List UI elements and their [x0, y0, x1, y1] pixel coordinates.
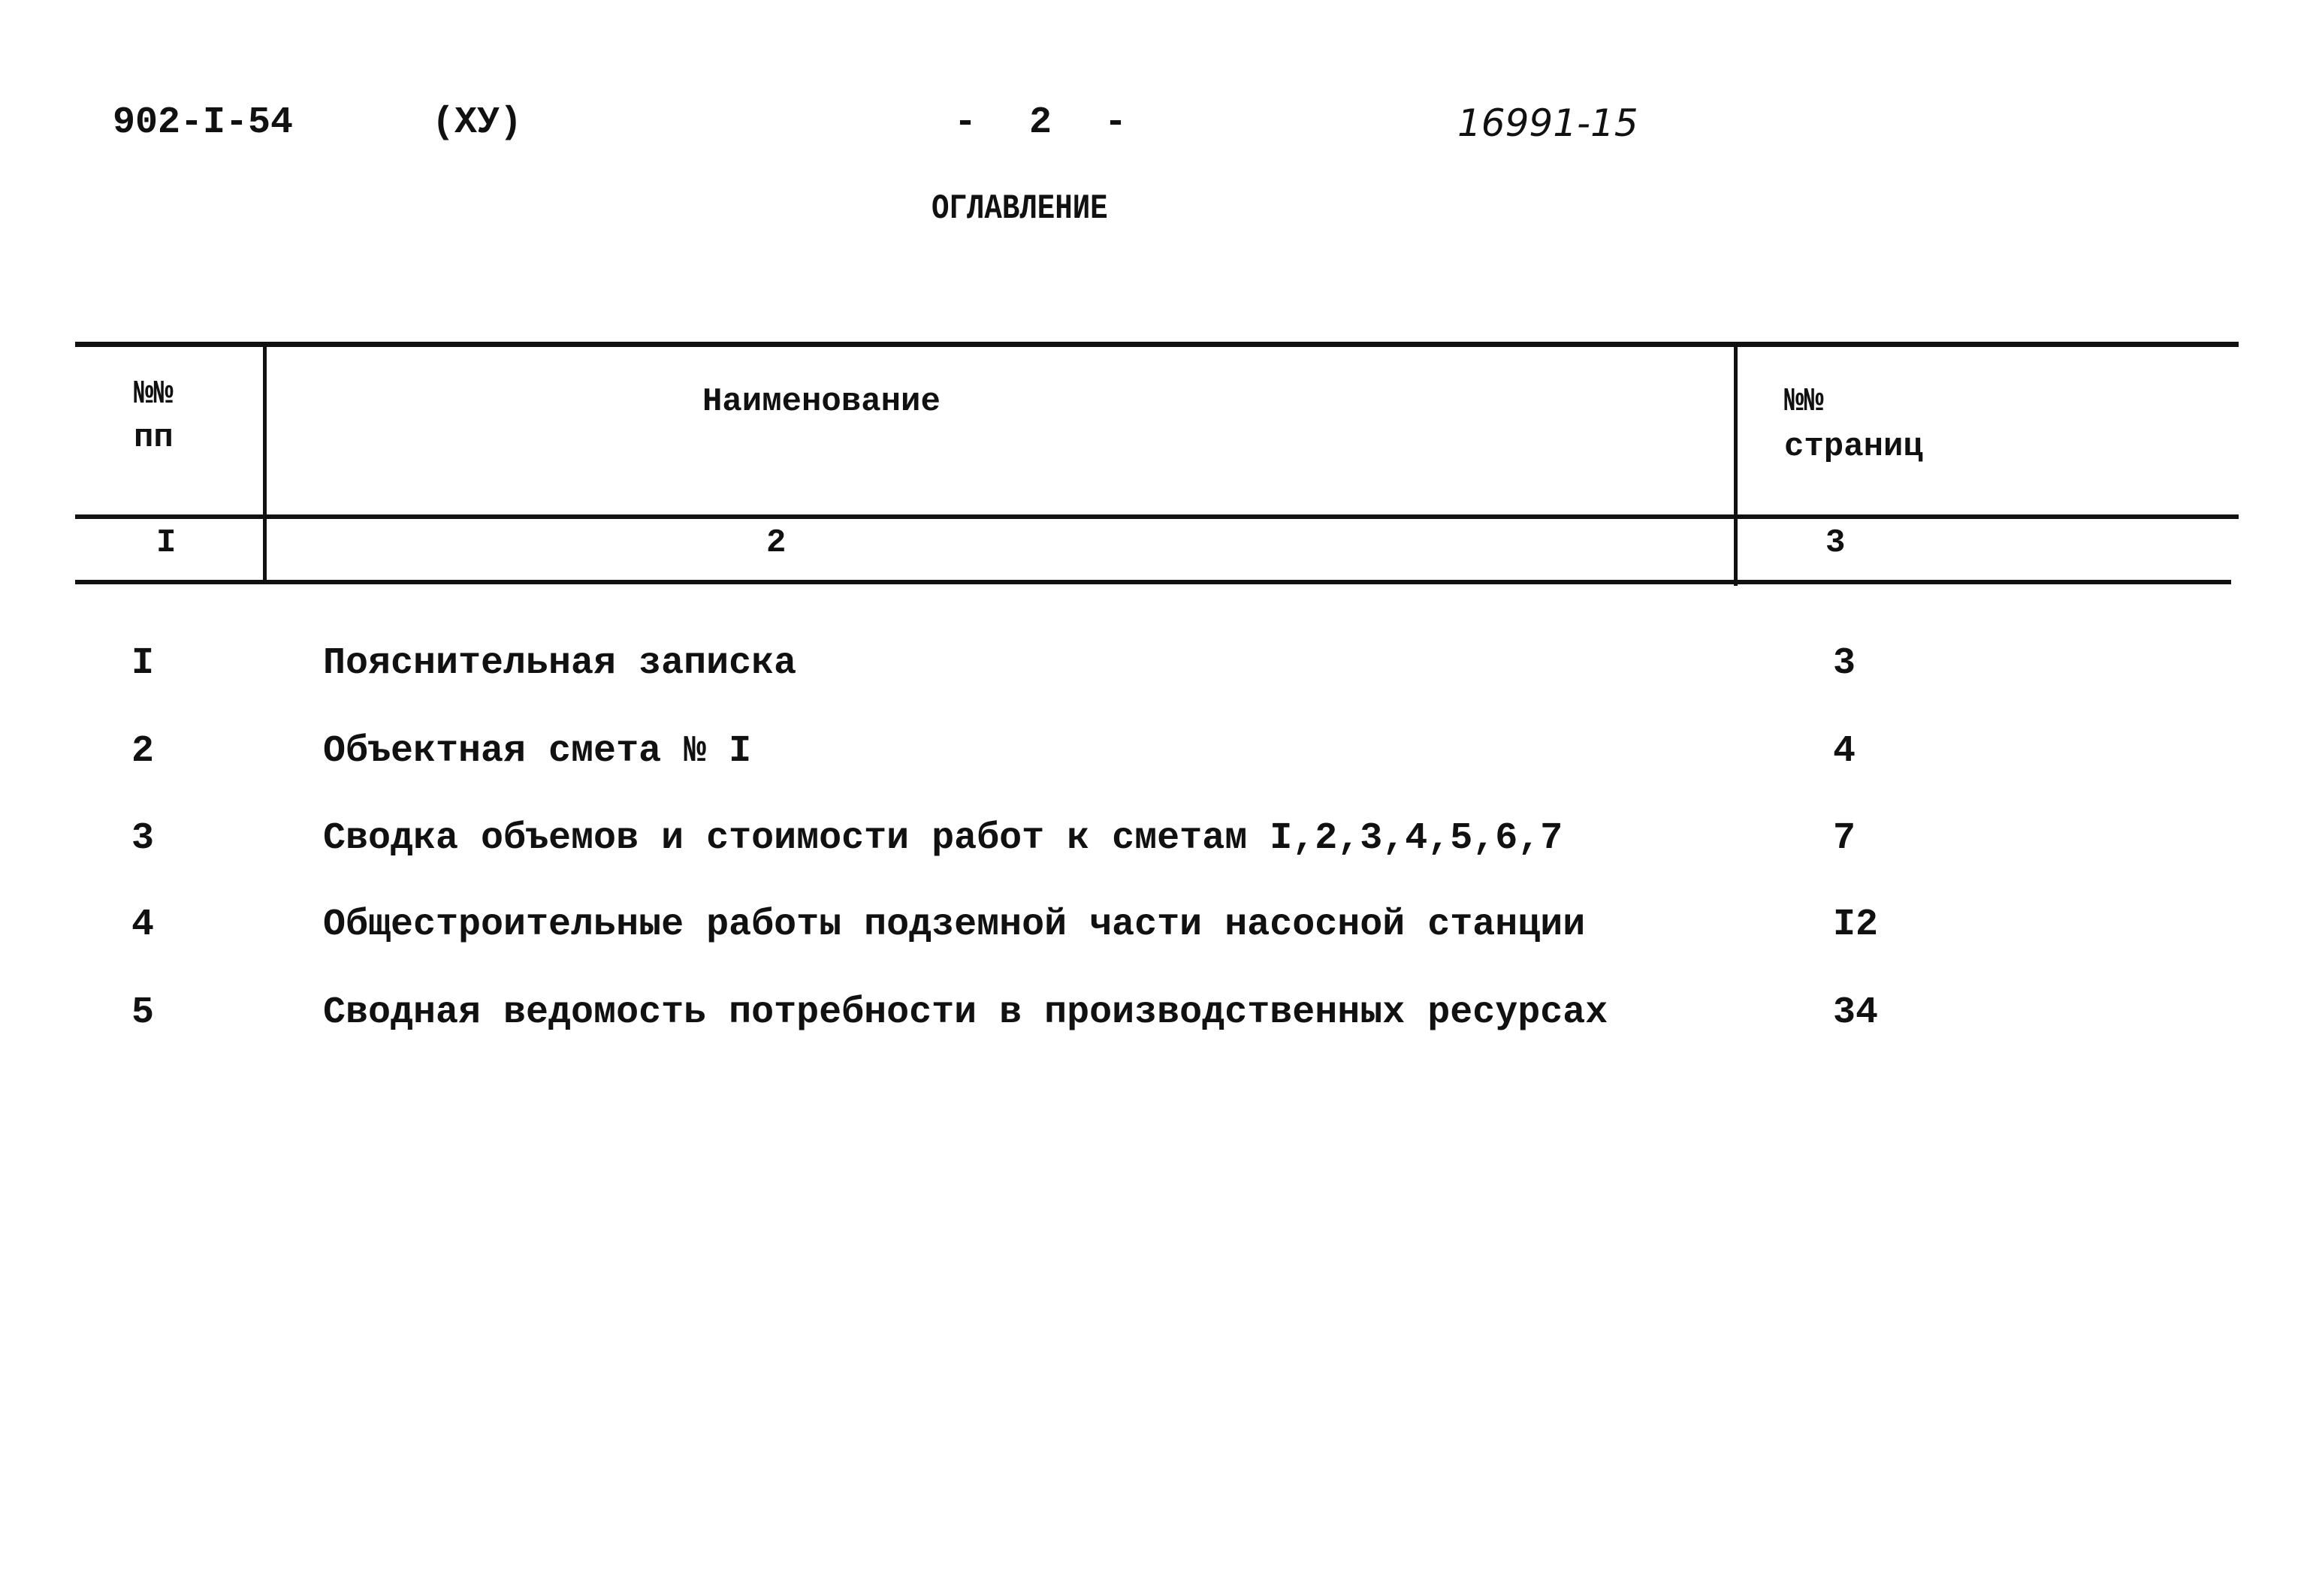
table-row: [0, 991, 2307, 1051]
page-title: ОГЛАВЛЕНИЕ: [932, 189, 1108, 228]
header-divider: [75, 514, 2239, 519]
column-header-num-line1: №№: [134, 376, 174, 413]
row-page: 7: [1833, 817, 1856, 860]
row-page: 3: [1833, 642, 1856, 685]
handwritten-number: 16991-15: [1457, 101, 1638, 145]
row-name: Общестроительные работы подземной части насосной станции: [323, 904, 1586, 946]
row-number: I: [131, 642, 155, 685]
row-page: 4: [1833, 730, 1856, 773]
row-number: 4: [131, 904, 155, 946]
column-number-1: I: [156, 524, 177, 562]
column-number-3: 3: [1825, 524, 1846, 562]
document-code: 902-I-54: [113, 101, 294, 144]
row-page: 34: [1833, 991, 1879, 1034]
table-row: [0, 817, 2307, 877]
row-number: 5: [131, 991, 155, 1034]
table-row: [0, 730, 2307, 790]
table-row: [0, 904, 2307, 964]
section-code: (ХУ): [432, 101, 523, 144]
table-header-bottom-border: [75, 580, 2231, 584]
row-number: 2: [131, 730, 155, 773]
row-name: Сводка объемов и стоимости работ к сметам I,2,3,4,5,6,7: [323, 817, 1563, 860]
row-name: Сводная ведомость потребности в производственных ресурсах: [323, 991, 1608, 1034]
page-number: - 2 -: [954, 101, 1128, 144]
column-header-name: Наименование: [702, 383, 941, 421]
column-header-pages-line1: №№: [1784, 383, 1824, 421]
column-divider: [263, 344, 267, 583]
row-number: 3: [131, 817, 155, 860]
row-name: Пояснительная записка: [323, 642, 797, 685]
column-divider: [1734, 344, 1738, 586]
column-header-pages-line2: страниц: [1784, 428, 1923, 466]
table-top-border: [75, 342, 2239, 347]
table-row: [0, 642, 2307, 702]
column-number-2: 2: [766, 524, 787, 562]
column-header-num-line2: пп: [134, 419, 174, 457]
row-name: Объектная смета № I: [323, 730, 752, 773]
row-page: I2: [1833, 904, 1879, 946]
